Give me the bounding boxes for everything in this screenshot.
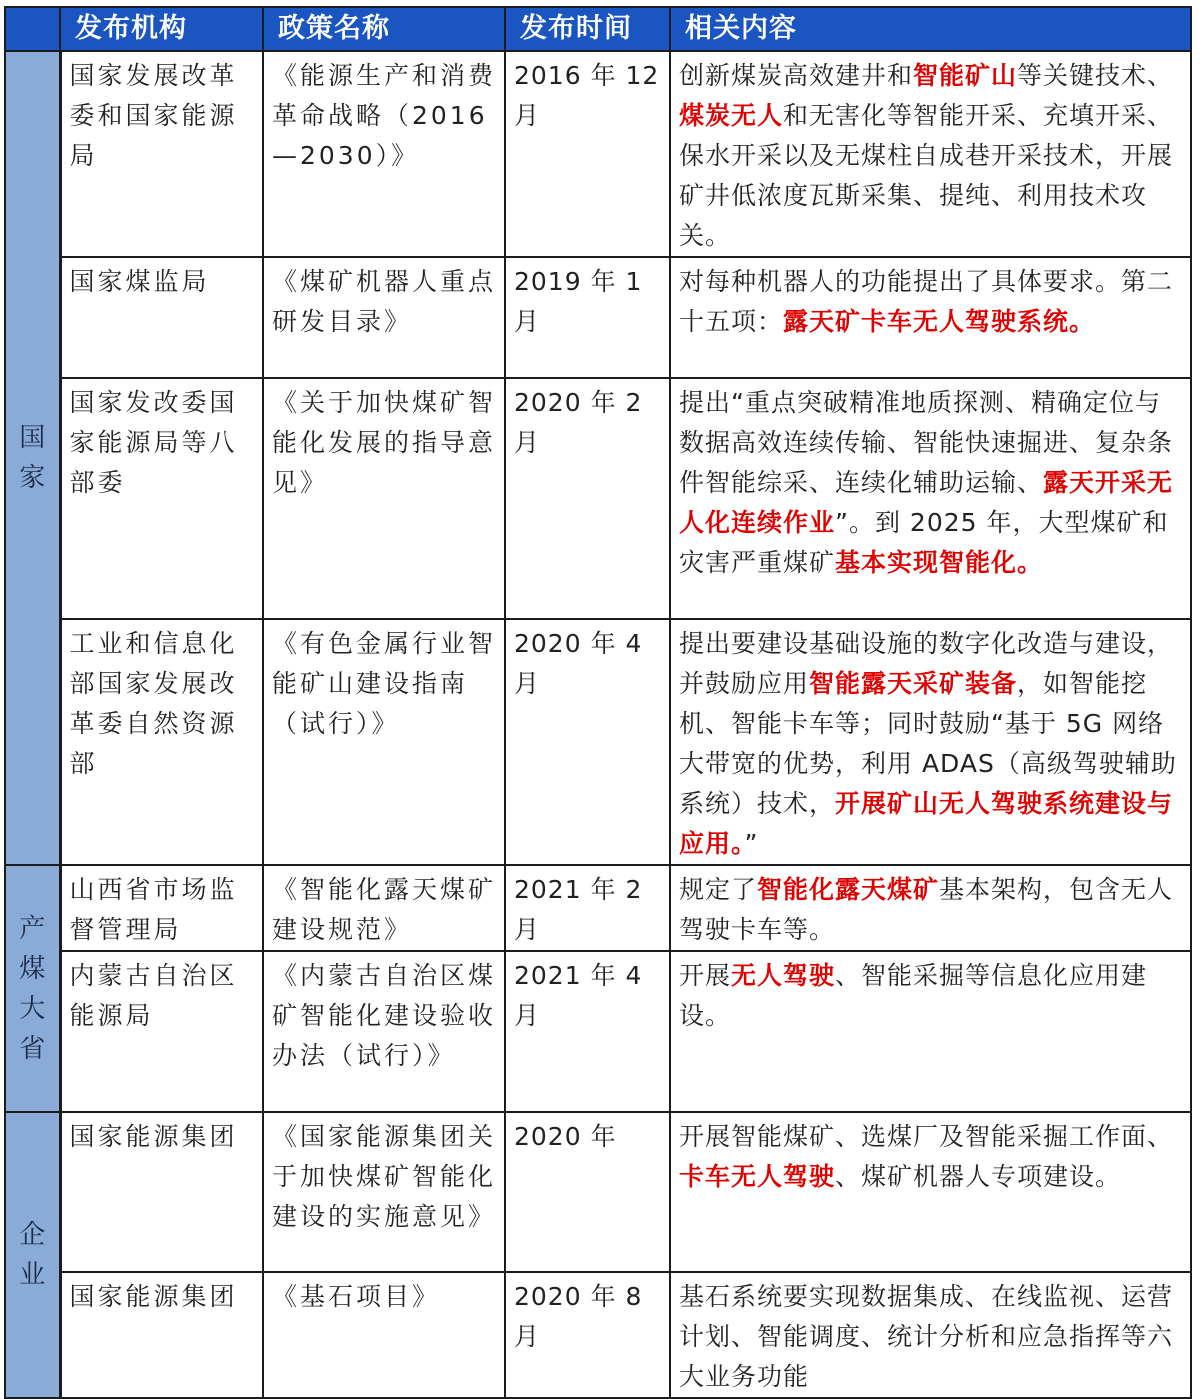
content-text: 开展 bbox=[679, 961, 732, 990]
date-cell: 2019 年 1 月 bbox=[505, 257, 670, 378]
content-cell bbox=[670, 865, 1191, 951]
highlight-text: 露天开采无人化连续作业 bbox=[679, 468, 1174, 537]
policy-name-cell: 《煤矿机器人重点研发目录》 bbox=[263, 257, 505, 378]
policy-name-cell: 《国家能源集团关于加快煤矿智能化建设的实施意见》 bbox=[263, 1112, 505, 1272]
policy-name-cell: 《智能化露天煤矿建设规范》 bbox=[263, 865, 505, 951]
date-cell: 2021 年 4 月 bbox=[505, 951, 670, 1112]
content-cell bbox=[670, 1112, 1191, 1272]
table-row bbox=[5, 951, 1191, 1112]
content-text: 、智能采掘等信息化应用建设。 bbox=[679, 961, 1148, 1030]
group-label-province: 产煤大省 bbox=[5, 865, 60, 1112]
org-cell: 工业和信息化部国家发展改革委自然资源部 bbox=[60, 619, 263, 865]
highlight-text: 无人驾驶 bbox=[731, 961, 836, 990]
policy-name-cell: 《能源生产和消费革命战略（2016—2030）》 bbox=[263, 51, 505, 257]
content-text: ”。到 2025 年，大型煤矿和灾害严重煤矿 bbox=[679, 508, 1169, 577]
date-cell: 2020 年 8 月 bbox=[505, 1272, 670, 1398]
group-label-enterprise: 企业 bbox=[5, 1112, 60, 1398]
highlight-text: 基本实现智能化。 bbox=[835, 548, 1044, 577]
policy-name-cell: 《基石项目》 bbox=[263, 1272, 505, 1398]
table-row bbox=[5, 378, 1191, 619]
org-cell: 国家发展改革委和国家能源局 bbox=[60, 51, 263, 257]
content-text: 、煤矿机器人专项建设。 bbox=[835, 1162, 1122, 1191]
content-cell bbox=[670, 378, 1191, 619]
content-text: 基本架构，包含无人驾驶卡车等。 bbox=[679, 875, 1174, 944]
highlight-text: 智能化露天煤矿 bbox=[757, 875, 940, 904]
table-row bbox=[5, 1112, 1191, 1272]
policy-name-cell: 《有色金属行业智能矿山建设指南（试行）》 bbox=[263, 619, 505, 865]
header-org: 发布机构 bbox=[60, 7, 263, 51]
org-cell: 内蒙古自治区能源局 bbox=[60, 951, 263, 1112]
org-cell: 国家煤监局 bbox=[60, 257, 263, 378]
header-name: 政策名称 bbox=[263, 7, 505, 51]
content-cell bbox=[670, 951, 1191, 1112]
content-text: 提出要建设基础设施的数字化改造与建设，并鼓励应用 bbox=[679, 629, 1174, 698]
org-cell: 山西省市场监督管理局 bbox=[60, 865, 263, 951]
policy-name-cell: 《关于加快煤矿智能化发展的指导意见》 bbox=[263, 378, 505, 619]
table-row bbox=[5, 865, 1191, 951]
content-text: 对每种机器人的功能提出了具体要求。第二十五项： bbox=[679, 267, 1174, 336]
content-cell bbox=[670, 51, 1191, 257]
highlight-text: 卡车无人驾驶 bbox=[679, 1162, 836, 1191]
highlight-text: 开展矿山无人驾驶系统建设与应用。 bbox=[679, 789, 1174, 858]
highlight-text: 智能矿山 bbox=[913, 61, 1018, 90]
content-cell bbox=[670, 1272, 1191, 1398]
content-text: 基石系统要实现数据集成、在线监视、运营计划、智能调度、统计分析和应急指挥等六大业务功能 bbox=[679, 1282, 1174, 1391]
header-row bbox=[5, 7, 1191, 51]
highlight-text: 煤炭无人 bbox=[679, 101, 784, 130]
header-content: 相关内容 bbox=[670, 7, 1191, 51]
content-cell bbox=[670, 257, 1191, 378]
highlight-text: 智能露天采矿装备 bbox=[809, 669, 1018, 698]
date-cell: 2020 年 4 月 bbox=[505, 619, 670, 865]
date-cell: 2021 年 2 月 bbox=[505, 865, 670, 951]
highlight-text: 露天矿卡车无人驾驶系统。 bbox=[783, 307, 1096, 336]
group-label-national: 国家 bbox=[5, 51, 60, 865]
policy-table bbox=[4, 6, 1192, 1399]
date-cell: 2016 年 12 月 bbox=[505, 51, 670, 257]
content-cell bbox=[670, 619, 1191, 865]
content-text: ” bbox=[744, 829, 759, 858]
table-row bbox=[5, 619, 1191, 865]
content-text: ，如智能挖机、智能卡车等；同时鼓励“基于 5G 网络大带宽的优势，利用 ADAS（高级驾驶辅助系统）技术， bbox=[679, 669, 1177, 818]
content-text: 提出“重点突破精准地质探测、精确定位与数据高效连续传输、智能快速掘进、复杂条件智能综采、连续化辅助运输、 bbox=[679, 388, 1174, 497]
table-row bbox=[5, 51, 1191, 257]
content-text: 创新煤炭高效建井和 bbox=[679, 61, 914, 90]
content-text: 开展智能煤矿、选煤厂及智能采掘工作面、 bbox=[679, 1122, 1174, 1151]
header-group bbox=[5, 7, 60, 51]
content-text: 和无害化等智能开采、充填开采、保水开采以及无煤柱自成巷开采技术，开展矿井低浓度瓦斯采集、提纯、利用技术攻关。 bbox=[679, 101, 1174, 250]
date-cell: 2020 年 2 月 bbox=[505, 378, 670, 619]
table-row bbox=[5, 257, 1191, 378]
date-cell: 2020 年 bbox=[505, 1112, 670, 1272]
policy-name-cell: 《内蒙古自治区煤矿智能化建设验收办法（试行）》 bbox=[263, 951, 505, 1112]
content-text: 等关键技术、 bbox=[1017, 61, 1174, 90]
content-text: 规定了 bbox=[679, 875, 758, 904]
org-cell: 国家发改委国家能源局等八部委 bbox=[60, 378, 263, 619]
header-date: 发布时间 bbox=[505, 7, 670, 51]
org-cell: 国家能源集团 bbox=[60, 1272, 263, 1398]
table-row bbox=[5, 1272, 1191, 1398]
org-cell: 国家能源集团 bbox=[60, 1112, 263, 1272]
